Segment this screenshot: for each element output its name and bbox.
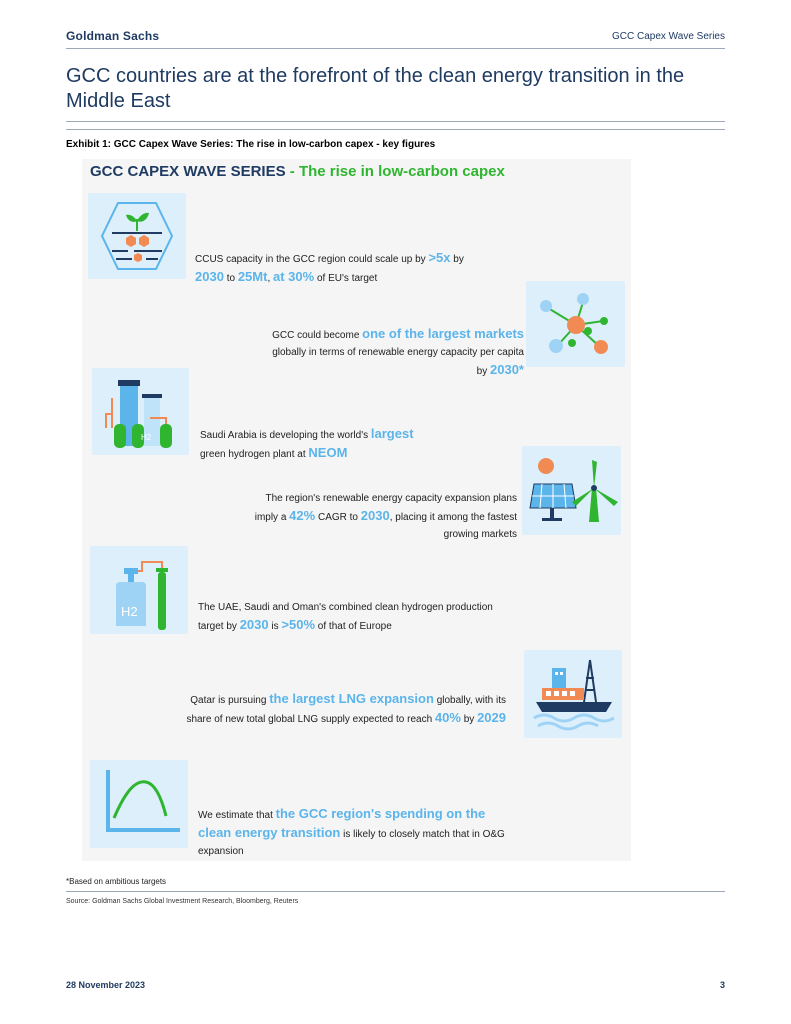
exhibit-caption: Exhibit 1: GCC Capex Wave Series: The rise in low-carbon capex - key figures (66, 139, 436, 150)
header-rule (66, 48, 725, 49)
panel-title-b: The rise in low-carbon capex (298, 163, 505, 180)
fact-highlight: the largest LNG expansion (269, 691, 434, 706)
growth-curve-icon (90, 760, 188, 848)
fact-highlight: >5x (428, 250, 451, 265)
fact-text: , placing it among the fastest growing markets (389, 512, 517, 540)
molecule-icon (526, 281, 625, 367)
fact-highlight: 2030 (360, 508, 390, 523)
title-rule-2 (66, 129, 725, 130)
fact-highlight: NEOM (308, 445, 348, 460)
fact-text: of that of Europe (315, 621, 392, 632)
svg-text:H2: H2 (141, 433, 152, 442)
fact-renewables (260, 325, 524, 380)
fact-text: GCC could become (272, 330, 363, 341)
brand-name: Goldman Sachs (66, 29, 160, 43)
fact-lng (170, 690, 506, 728)
hydrogen-plant-icon (92, 368, 189, 455)
fact-text: by (450, 254, 464, 265)
fact-highlight: largest (370, 426, 414, 441)
footnote: *Based on ambitious targets (66, 877, 167, 886)
title-rule (66, 121, 725, 122)
fact-text: of EU's target (314, 273, 378, 284)
fact-text: Qatar is pursuing (190, 695, 270, 706)
fact-text: is likely to closely match that in O&G expansion (198, 829, 505, 857)
fact-cagr (240, 490, 517, 543)
fact-h2-target (198, 599, 498, 635)
fact-highlight: 2030* (490, 362, 524, 377)
fact-text: to (223, 273, 238, 284)
source-rule (66, 891, 725, 892)
fact-highlight: 42% (289, 508, 316, 523)
fact-text: The UAE, Saudi and Oman's combined clean hydrogen production target by (198, 602, 493, 632)
fact-text: CCUS capacity in the GCC region could scale up by (195, 254, 429, 265)
panel-title-a: GCC CAPEX WAVE SERIES (90, 163, 286, 180)
fact-ccus (195, 249, 515, 287)
source-note: Source: Goldman Sachs Global Investment Research, Bloomberg, Reuters (66, 898, 299, 905)
page-number: 3 (719, 980, 725, 990)
fact-text: , (267, 273, 274, 284)
panel-title (90, 163, 505, 180)
page-title: GCC countries are at the forefront of the clean energy transition in the Middle East (66, 65, 685, 112)
fact-hydrogen (200, 425, 480, 463)
fact-highlight: 2030 (195, 269, 224, 284)
fact-highlight: the GCC region's spending on the clean energy transition (198, 806, 486, 840)
fact-text: globally in terms of renewable energy capacity per capita by (272, 347, 524, 377)
fact-highlight: 2029 (477, 710, 506, 725)
fact-text: by (460, 714, 478, 725)
fact-text: is (268, 621, 282, 632)
fact-text: green hydrogen plant at (200, 449, 309, 460)
fact-text: The region's renewable energy capacity expansion plans imply a (254, 493, 517, 523)
h2-tank-icon (90, 546, 188, 634)
solar-wind-icon (522, 446, 621, 535)
fact-highlight: at 30% (273, 269, 315, 284)
fact-text: Saudi Arabia is developing the world's (200, 430, 371, 441)
series-name: GCC Capex Wave Series (612, 31, 725, 42)
fact-highlight: 40% (434, 710, 461, 725)
fact-highlight: 2030 (239, 617, 269, 632)
fact-text: globally, with its share of new total global LNG supply expected to reach (186, 695, 506, 725)
lng-ship-icon (524, 650, 622, 738)
svg-text:H2: H2 (121, 604, 138, 619)
fact-spending (198, 805, 508, 860)
fact-text: CAGR to (315, 512, 361, 523)
fact-text: We estimate that (198, 810, 276, 821)
ccus-icon (88, 193, 186, 279)
fact-highlight: one of the largest markets (362, 326, 524, 341)
footer-date: 28 November 2023 (66, 980, 146, 990)
fact-highlight: 25Mt (237, 269, 268, 284)
panel-title-sep: - (285, 163, 299, 180)
fact-highlight: >50% (281, 617, 316, 632)
